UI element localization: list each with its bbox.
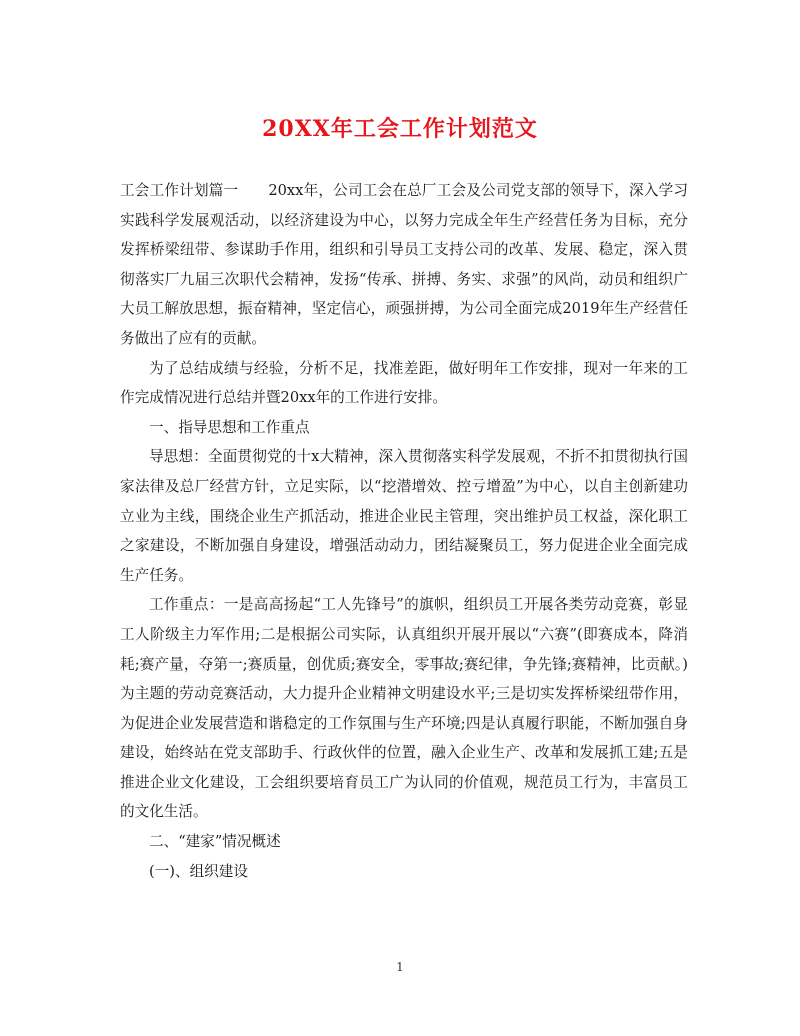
heading-organization-building: (一)、组织建设 <box>149 862 248 880</box>
paragraph-2: 为了总结成绩与经验，分析不足，找准差距，做好明年工作安排，现对一年来的工作完成情况进行总结并暨20xx年的工作进行安排。 <box>120 359 688 407</box>
page-number: 1 <box>396 960 404 974</box>
heading-home-building: 二、“建家”情况概述 <box>149 833 281 851</box>
section-lead: 工会工作计划篇一 <box>120 182 239 199</box>
heading-guiding-ideology: 一、指导思想和工作重点 <box>149 418 310 436</box>
document-title: 20XX年工会工作计划范文 <box>262 116 538 142</box>
document-body <box>120 176 688 886</box>
paragraph-work-focus: 工作重点：一是高高扬起“工人先锋号”的旗帜，组织员工开展各类劳动竞赛，彰显工人阶级主力军作用;二是根据公司实际，认真组织开展开展以“六赛”(即赛成本，降消耗;赛产量，夺第一;赛质量，创优质;赛安全，零事故;赛纪律，争先锋;赛精神，比贡献。)为主题的劳动竞赛活动，大力提升企业精神文明建设水平;三是切实发挥桥梁纽带作用，为促进企业发展营造和谐稳定的工作氛围与生产环境;四是认真履行职能，不断加强自身建设，始终站在党支部助手、行政伙伴的位置，融入企业生产、改革和发展抓工建;五是推进企业文化建设，工会组织要培育员工广为认同的价值观，规范员工行为，丰富员工的文化生活。 <box>120 596 688 821</box>
paragraph-guiding-ideology: 导思想：全面贯彻党的十x大精神，深入贯彻落实科学发展观，不折不扣贯彻执行国家法律及总厂经营方针，立足实际，以“挖潜增效、控亏增盈”为中心，以自主创新建功立业为主线，围绕企业生产抓活动，推进企业民主管理，突出维护员工权益，深化职工之家建设，不断加强自身建设，增强活动动力，团结凝聚员工，努力促进企业全面完成生产任务。 <box>120 448 688 584</box>
paragraph-1 <box>120 176 688 354</box>
paragraph-1-text: 20xx年，公司工会在总厂工会及公司党支部的领导下，深入学习实践科学发展观活动，以经济建设为中心，以努力完成全年生产经营任务为目标，充分发挥桥梁纽带、参谋助手作用，组织和引导员工支持公司的改革、发展、稳定，深入贯彻落实厂九届三次职代会精神，发扬“传承、拼搏、务实、求强”的风尚，动员和组织广大员工解放思想，振奋精神，坚定信心，顽强拼搏，为公司全面完成2019年生产经营任务做出了应有的贡献。 <box>120 182 688 347</box>
